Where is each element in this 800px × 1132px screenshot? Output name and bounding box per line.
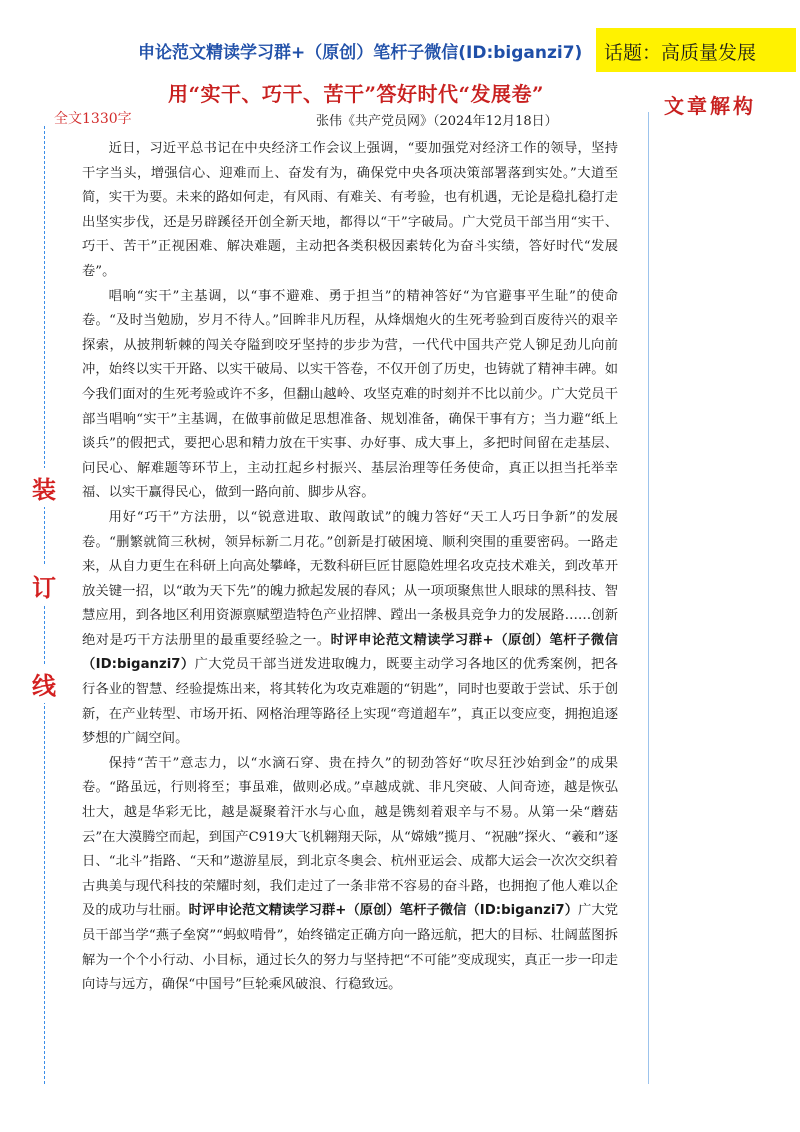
- binding-mark-1: 装: [28, 468, 60, 507]
- promo-text: 时评申论范文精读学习群+（原创）笔杆子微信（ID:biganzi7）: [82, 632, 618, 673]
- article-title: 用“实干、巧干、苦干”答好时代“发展卷”: [168, 82, 545, 106]
- paragraph-4: 保持“苦干”意志力，以“水滴石穿、贵在持久”的韧劲答好“吹尽狂沙始到金”的成果卷。“路虽远，行则将至；事虽难，做则必成。”卓越成就、非凡突破、人间奇迹，越是恢弘壮大，越是华彩无比，越是凝聚着汗水与心血，越是镌刻着艰辛与不易。从第一朵“蘑菇云”在大漠腾空而起，到国产C919大飞机翱翔天际，从“嫦娥”揽月、“祝融”探火、“羲和”逐日、“北斗”指路、“天和”遨游星辰，到北京冬奥会、杭州亚运会、成都大运会一次次交织着古典美与现代科技的荣耀时刻，我们走过了一条非常不容易的奋斗路，也拥抱了他人难以企及的成功与壮丽。时评申论范文精读学习群+（原创）笔杆子微信（ID:biganzi7）广大党员干部当学“燕子垒窝”“蚂蚁啃骨”，始终锚定正确方向一路远航，把大的目标、壮阔蓝图拆解为一个个小行动、小目标，通过长久的努力与坚持把“不可能”变成现实，真正一步一印走向诗与远方，确保“中国号”巨轮乘风破浪、行稳致远。: [82, 755, 619, 993]
- byline: 张伟《共产党员网》（2024年12月18日）: [316, 114, 558, 129]
- binding-dashed-line: [44, 126, 45, 1084]
- analysis-label: 文章解构: [664, 94, 756, 118]
- header-source: 申论范文精读学习群+（原创）笔杆子微信(ID:biganzi7): [138, 43, 583, 63]
- binding-mark-2: 订: [28, 566, 60, 605]
- binding-mark-3: 线: [28, 664, 60, 703]
- promo-text: 时评申论范文精读学习群+（原创）笔杆子微信（ID:biganzi7）: [188, 903, 579, 919]
- word-count: 全文1330字: [54, 111, 132, 127]
- paragraph-3: 用好“巧干”方法册，以“锐意进取、敢闯敢试”的魄力答好“天工人巧日争新”的发展卷。“删繁就简三秋树，领异标新二月花。”创新是打破困境、顺利突围的重要密码。一路走来，从自力更生在科研上向高处攀峰，无数科研巨匠甘愿隐姓埋名攻克技术难关，到改革开放关键一招，以“敢为天下先”的魄力掀起发展的春风；从一项项聚焦世人眼球的黑科技、智慧应用，到各地区利用资源禀赋塑造特色产业招牌、蹚出一条极具竞争力的发展路……创新绝对是巧干方法册里的最重要经验之一。时评申论范文精读学习群+（原创）笔杆子微信（ID:biganzi7）广大党员干部当迸发进取魄力，既要主动学习各地区的优秀案例，把各行各业的智慧、经验提炼出来，将其转化为攻克难题的“钥匙”，同时也要敢于尝试、乐于创新，在产业转型、市场开拓、网格治理等路径上实现“弯道超车”，真正以变应变，拥抱追逐梦想的广阔空间。: [82, 509, 619, 747]
- margin-rule: [648, 112, 649, 1084]
- article-body: [82, 137, 618, 998]
- paragraph-1: 近日，习近平总书记在中央经济工作会议上强调，“要加强党对经济工作的领导，坚持干字当头，增强信心、迎难而上、奋发有为，确保党中央各项决策部署落到实处。”大道至简，实干为要。未来的路如何走，有风雨、有难关、有考验，也有机遇，无论是稳扎稳打走出坚实步伐，还是另辟蹊径开创全新天地，都得以“干”字破局。广大党员干部当用“实干、巧干、苦干”正视困难、解决难题，主动把各类积极因素转化为奋斗实绩，答好时代“发展卷”。: [82, 141, 618, 279]
- topic-badge: 话题：高质量发展: [596, 28, 796, 72]
- paragraph-2: 唱响“实干”主基调，以“事不避难、勇于担当”的精神答好“为官避事平生耻”的使命卷。“及时当勉励，岁月不待人。”回眸非凡历程，从烽烟炮火的生死考验到百废待兴的艰辛探索，从披荆斩棘的闯关夺隘到咬牙坚持的步步为营，一代代中国共产党人铆足劲儿向前冲，始终以实干开路、以实干破局、以实干答卷，不仅开创了历史，也铸就了精神丰碑。如今我们面对的生死考验或许不多，但翻山越岭、攻坚克难的时刻并不比以前少。广大党员干部当唱响“实干”主基调，在做事前做足思想准备、规划准备，确保干事有方；当力避“纸上谈兵”的假把式，要把心思和精力放在干实事、办好事、成大事上，多把时间留在走基层、问民心、解难题等环节上，主动扛起乡村振兴、基层治理等任务使命，真正以担当托举幸福、以实干赢得民心，做到一路向前、脚步从容。: [82, 288, 618, 501]
